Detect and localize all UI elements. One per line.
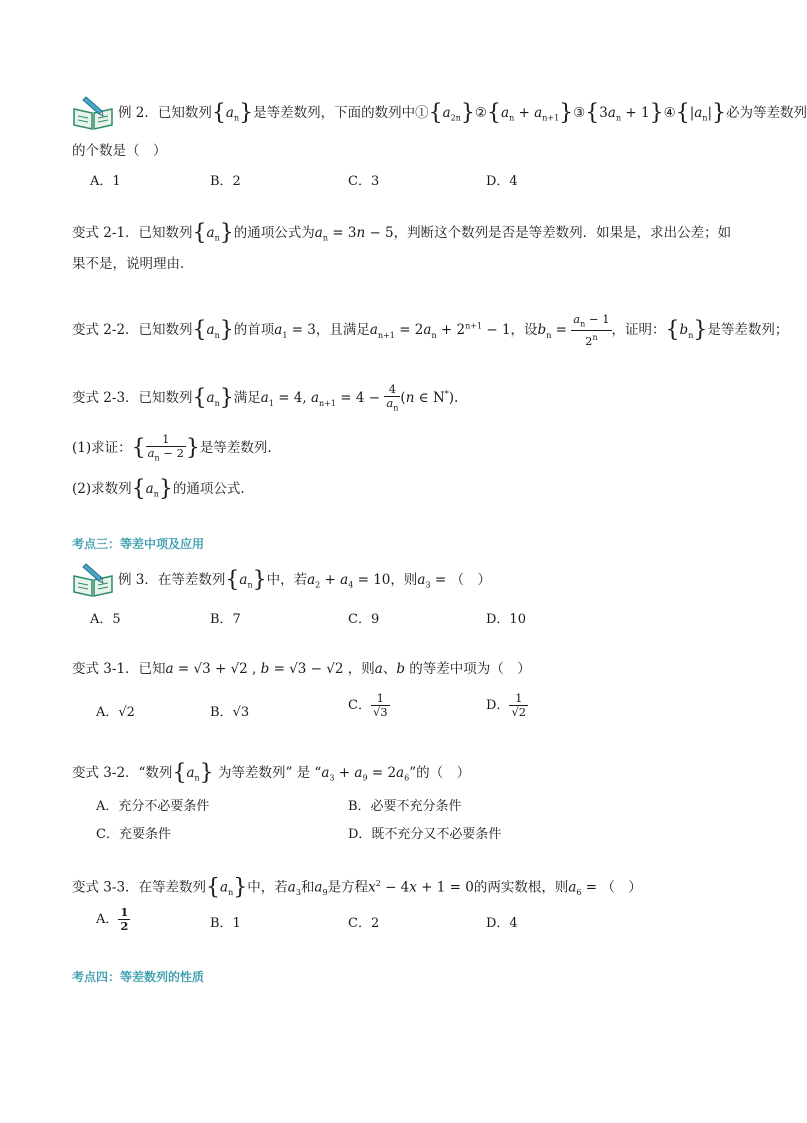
option-d: D． $\frac{1}{√2}$	[486, 691, 527, 719]
stem-text: 是等差数列.	[199, 440, 272, 457]
option-d: D．既不充分又不必要条件	[348, 827, 502, 842]
stem-text: 是等差数列，下面的数列中	[253, 105, 416, 121]
option-label: A．	[96, 912, 119, 927]
stem-text: 已知数列	[157, 105, 212, 121]
variant-2-1-line-2: 果不是，说明理由．	[72, 256, 194, 272]
stem-text: 中，若	[247, 879, 288, 896]
stem-text: 变式 3-2．“数列	[72, 765, 173, 781]
variant-2-3-part-2: (2)求数列$\{a_n\}$的通项公式.	[72, 476, 245, 502]
option-d: D．4	[486, 174, 518, 189]
stem-text: 变式 2-2．已知数列	[72, 322, 193, 339]
stem-text: 必为等差数列	[726, 105, 807, 121]
stem-text: ，设	[510, 322, 538, 339]
variant-3-3-line: 变式 3-3．在等差数列$\{a_n\}$中，若$a_3$和$a_9$是方程$x^2 - 4x + 1 = 0$的两实数根，则$a_6$ = （ ）	[72, 875, 642, 900]
stem-text: 为等差数列” 是 “	[213, 765, 322, 781]
option-label: A．	[96, 705, 119, 720]
option-a: A．充分不必要条件	[96, 799, 210, 814]
option-a: A．5	[90, 612, 121, 627]
example-2-line-2: 的个数是（ ）	[72, 143, 167, 159]
stem-text: 的等差中项为（ ）	[409, 661, 531, 677]
option-b: B．1	[210, 916, 241, 931]
option-c: C．9	[348, 612, 380, 627]
stem-text: 变式 2-1．已知数列	[72, 225, 193, 241]
stem-text: 例 3．在等差数列	[118, 572, 226, 588]
option-d: D．4	[486, 916, 518, 931]
stem-text: 的通项公式.	[172, 481, 245, 497]
stem-text: 变式 3-1．已知	[72, 661, 166, 677]
variant-2-3-part-1: (1)求证：{ $\frac{1}{a_n - 2}$ }是等差数列.	[72, 432, 272, 463]
stem-text: 满足	[233, 390, 261, 407]
stem-text: 是方程	[327, 879, 369, 896]
stem-text: （ ）	[450, 572, 491, 588]
option-c: C．3	[348, 174, 380, 189]
example-label: 例 2．	[118, 105, 158, 121]
stem-text: 的通项公式为	[233, 225, 315, 241]
stem-text: （ ）	[601, 879, 642, 896]
stem-text: ，且满足	[315, 322, 370, 339]
stem-text: ”的（ ）	[409, 765, 471, 781]
variant-2-2-line: 变式 2-2．已知数列$\{a_n\}$的首项$a_1 = 3$，且满足$a_{n+1} = 2a_n + 2^{n+1} - 1$，设$b_n$ = $\frac{a_n - 1}{2^n}$ ，证明：$\{b_n\}$是等差数列；	[72, 312, 789, 349]
stem-text: 变式 3-3．在等差数列	[72, 879, 207, 896]
stem-text: 、	[382, 661, 397, 677]
stem-text: 中，若	[266, 572, 308, 588]
option-a: A． $\frac{1}{2}$	[96, 905, 129, 933]
variant-2-1-line-1: 变式 2-1．已知数列$\{a_n\}$的通项公式为$a_n = 3n - 5$，判断这个数列是否是等差数列．如果是，求出公差；如	[72, 220, 732, 246]
option-label: C．	[348, 698, 371, 713]
stem-text: ，判断这个数列是否是等差数列．如果是，求出公差；如	[393, 225, 732, 241]
stem-text: (2)求数列	[72, 481, 132, 497]
option-d: D．10	[486, 612, 526, 627]
stem-text: 变式 2-3．已知数列	[72, 390, 193, 407]
option-b: B．7	[210, 612, 241, 627]
stem-text: 的两实数根，则	[473, 879, 569, 896]
variant-3-2-line: 变式 3-2．“数列$\{a_n\}$ 为等差数列” 是 “$a_3 + a_9 = 2a_6$”的（ ）	[72, 760, 471, 786]
option-a: A．√2	[96, 705, 135, 720]
example-3-line: 例 3．在等差数列$\{a_n\}$中，若$a_2 + a_4 = 10$，则$a_3$ = （ ）	[118, 567, 491, 593]
option-c: C．2	[348, 916, 380, 931]
stem-text: ，则	[390, 572, 418, 588]
option-label: B．	[210, 705, 233, 720]
option-c: C．充要条件	[96, 827, 171, 842]
stem-text: ，证明：	[611, 322, 666, 339]
math: {	[211, 100, 226, 126]
option-b: B．√3	[210, 705, 250, 720]
option-a: A．1	[90, 174, 121, 189]
stem-text: 和	[300, 879, 315, 896]
option-b: B．必要不充分条件	[348, 799, 462, 814]
variant-2-3-line: 变式 2-3．已知数列$\{a_n\}$满足$a_1 = 4$, $a_{n+1} = 4$ − $\frac{4}{a_n}$ (n ∈ N*).	[72, 382, 459, 413]
stem-text: 是等差数列；	[707, 322, 789, 339]
variant-3-1-line: 变式 3-1．已知a = √3 + √2 , b = √3 − √2 ，则a、b 的等差中项为（ ）	[72, 661, 531, 677]
option-label: D．	[486, 698, 510, 713]
stem-text: ，则	[347, 661, 375, 677]
section-heading-4: 考点四：等差数列的性质	[72, 970, 205, 984]
option-c: C． $\frac{1}{√3}$	[348, 691, 388, 719]
book-pencil-icon	[72, 95, 114, 131]
book-pencil-icon	[72, 562, 114, 598]
stem-text: (1)求证：	[72, 440, 132, 457]
section-heading-3: 考点三：等差中项及应用	[72, 537, 205, 551]
example-2-line-1: 例 2．已知数列$\{a_n\}$是等差数列，下面的数列中$①\{a_{2n}\}②\{a_n$ + $a_{n+1}\}③\{3a_n$ + $1\}④\{|a_n|\}$必为等差数列	[118, 100, 807, 126]
stem-text: 的首项	[233, 322, 275, 339]
option-b: B．2	[210, 174, 241, 189]
